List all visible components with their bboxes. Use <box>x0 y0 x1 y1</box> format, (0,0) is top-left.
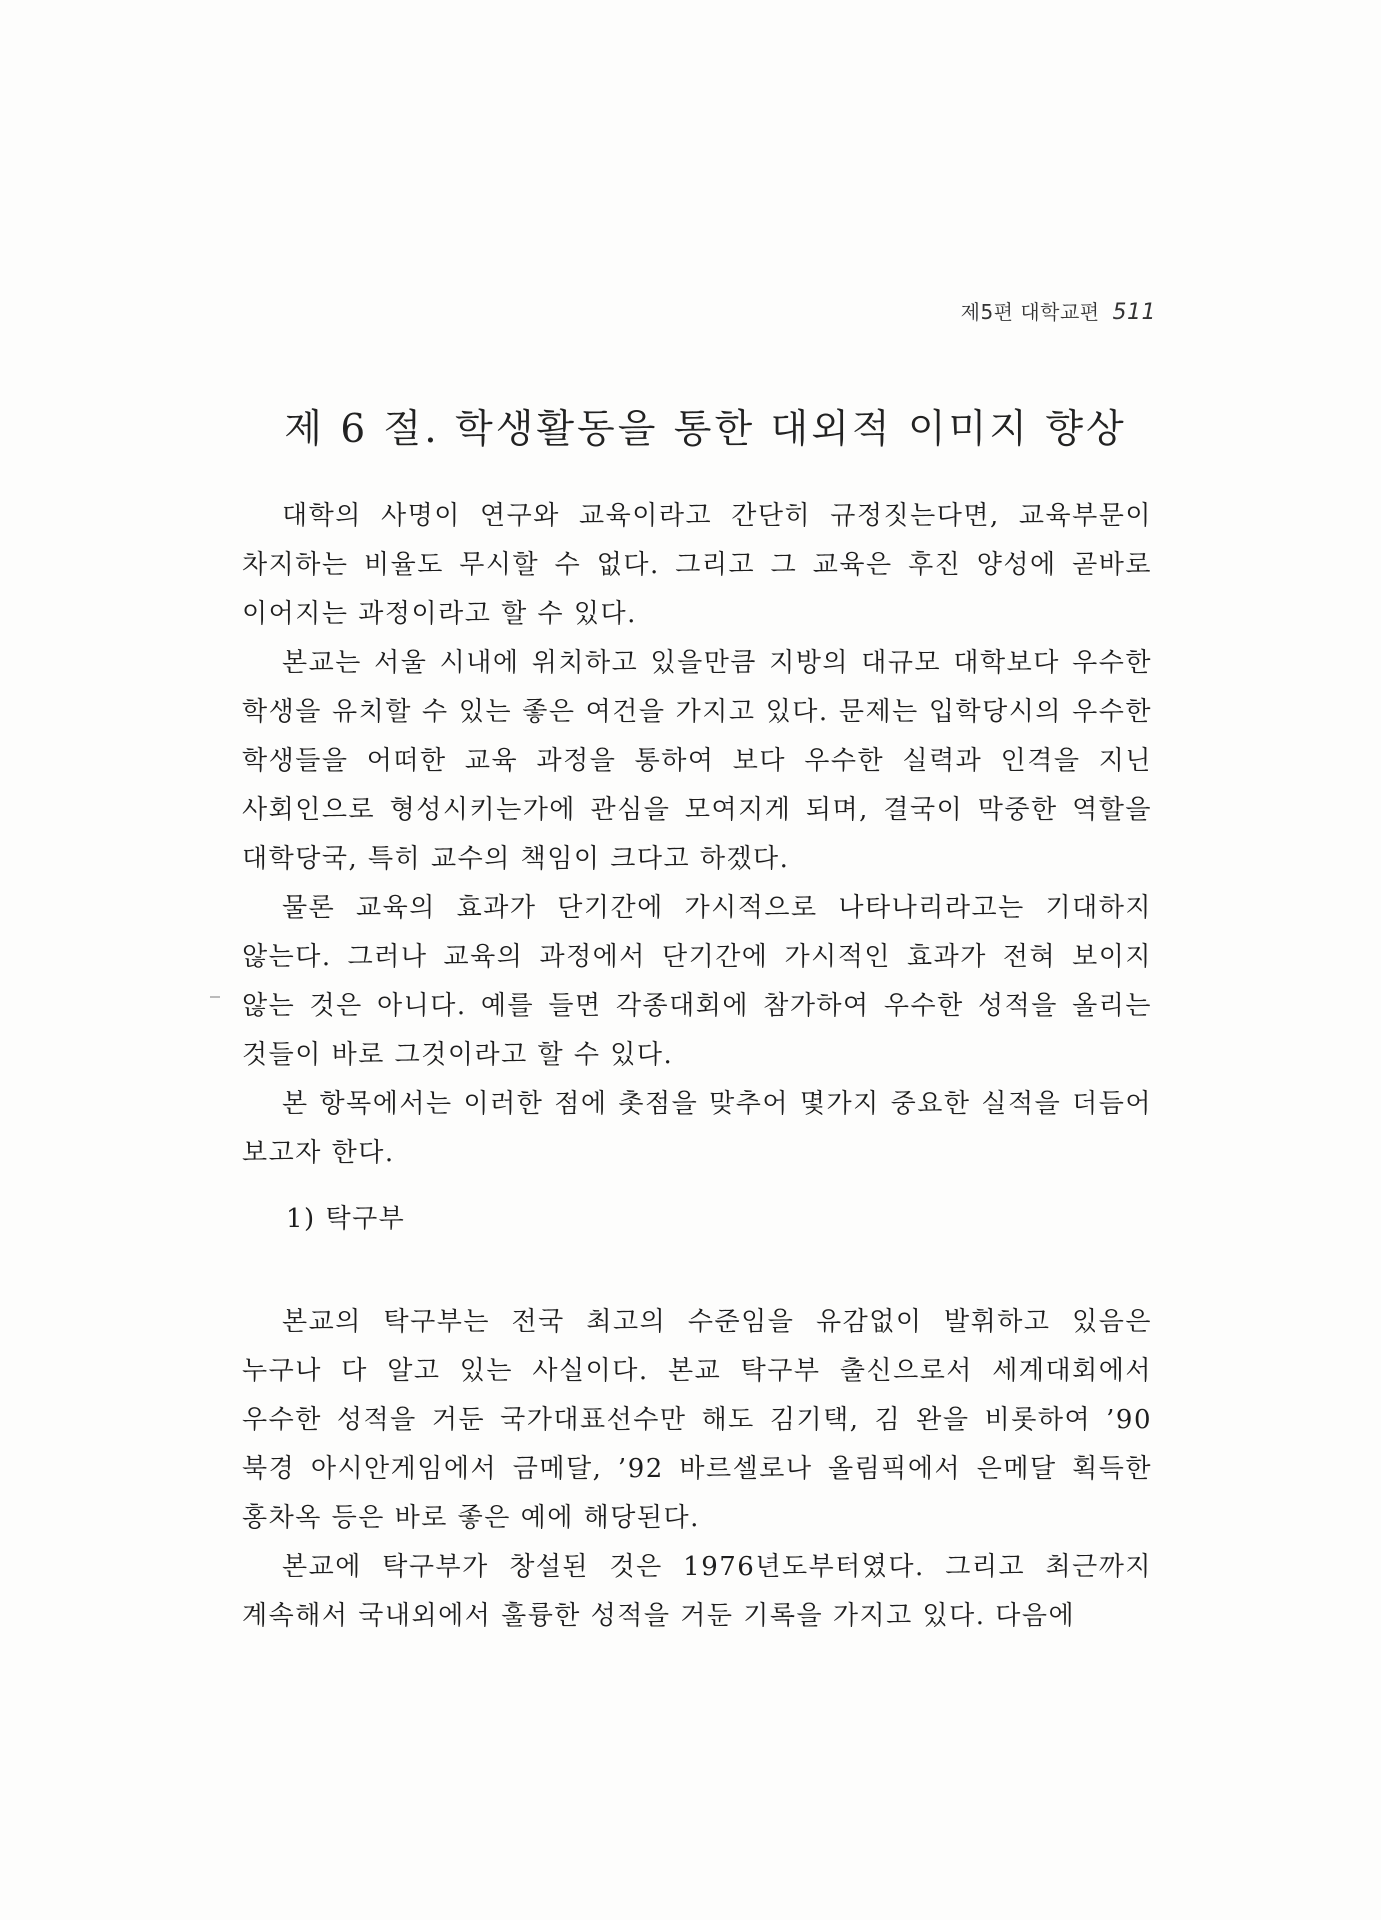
subsection-body <box>242 1298 1152 1641</box>
paragraph: 본교에 탁구부가 창설된 것은 1976년도부터였다. 그리고 최근까지 계속해서 국내외에서 훌륭한 성적을 거둔 기록을 가지고 있다. 다음에 <box>242 1552 1152 1631</box>
running-header-section: 제5편 대학교편 <box>960 300 1100 324</box>
intro-body <box>242 492 1152 1178</box>
page-number: 511 <box>1112 300 1156 325</box>
paragraph: 본교는 서울 시내에 위치하고 있을만큼 지방의 대규모 대학보다 우수한 학생을 유치할 수 있는 좋은 여건을 가지고 있다. 문제는 입학당시의 우수한 학생들을 어떠한 교육 과정을 통하여 보다 우수한 실력과 인격을 지닌 사회인으로 형성시키는가에 관심을 모여지게 되며, 결국이 막중한 역할을 대학당국, 특히 교수의 책임이 크다고 하겠다. <box>242 648 1152 874</box>
paragraph: 본교의 탁구부는 전국 최고의 수준임을 유감없이 발휘하고 있음은 누구나 다 알고 있는 사실이다. 본교 탁구부 출신으로서 세계대회에서 우수한 성적을 거둔 국가대표선수만 해도 김기택, 김 완을 비롯하여 ’90 북경 아시안게임에서 금메달, ’92 바르셀로나 올림픽에서 은메달 획득한 홍차옥 등은 바로 좋은 예에 해당된다. <box>242 1307 1152 1533</box>
section-title: 제 6 절. 학생활동을 통한 대외적 이미지 향상 <box>284 407 1127 452</box>
paragraph: 본 항목에서는 이러한 점에 촛점을 맞추어 몇가지 중요한 실적을 더듬어 보고자 한다. <box>242 1089 1152 1168</box>
subsection-heading: 1) 탁구부 <box>286 1204 406 1234</box>
paragraph: 물론 교육의 효과가 단기간에 가시적으로 나타나리라고는 기대하지 않는다. 그러나 교육의 과정에서 단기간에 가시적인 효과가 전혀 보이지 않는 것은 아니다. 예를 들면 각종대회에 참가하여 우수한 성적을 올리는 것들이 바로 그것이라고 할 수 있다. <box>242 893 1152 1070</box>
margin-mark <box>210 996 220 998</box>
running-header <box>961 296 1156 325</box>
paragraph: 대학의 사명이 연구와 교육이라고 간단히 규정짓는다면, 교육부문이 차지하는 비율도 무시할 수 없다. 그리고 그 교육은 후진 양성에 곧바로 이어지는 과정이라고 할 수 있다. <box>242 501 1152 629</box>
